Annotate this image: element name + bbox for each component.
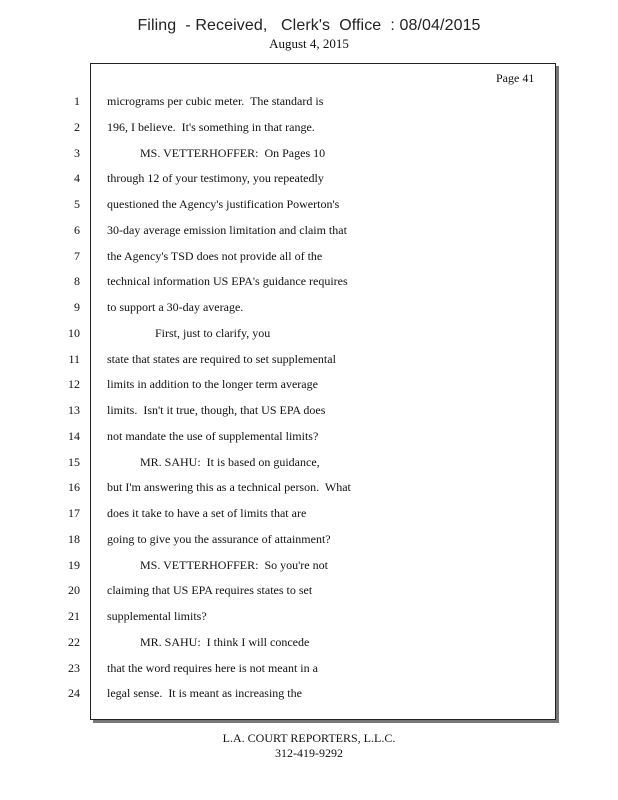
transcript-line-text: claiming that US EPA requires states to set: [107, 583, 313, 597]
line-number: 6: [74, 223, 80, 237]
transcript-line-text: through 12 of your testimony, you repeatedly: [107, 171, 324, 185]
line-number: 3: [74, 146, 80, 160]
transcript-line-text: does it take to have a set of limits that are: [107, 506, 307, 520]
transcript-line-text: limits. Isn't it true, though, that US EPA does: [107, 403, 326, 417]
line-number: 11: [68, 352, 80, 366]
transcript-line-text: technical information US EPA's guidance requires: [107, 274, 348, 288]
transcript-line-text: MR. SAHU: I think I will concede: [107, 635, 310, 649]
line-number: 19: [68, 558, 80, 572]
line-number: 12: [68, 377, 80, 391]
line-number: 14: [68, 429, 80, 443]
transcript-line-text: MS. VETTERHOFFER: So you're not: [107, 558, 328, 572]
line-number: 16: [68, 480, 80, 494]
footer-phone: 312-419-9292: [275, 746, 343, 760]
transcript-line-text: 196, I believe. It's something in that range.: [107, 120, 315, 134]
transcript-line-text: the Agency's TSD does not provide all of the: [107, 249, 323, 263]
transcript-line-text: not mandate the use of supplemental limits?: [107, 429, 319, 443]
transcript-line-text: but I'm answering this as a technical person. What: [107, 480, 351, 494]
transcript-line-text: to support a 30-day average.: [107, 300, 244, 314]
transcript-line-text: MS. VETTERHOFFER: On Pages 10: [107, 146, 326, 160]
line-number: 13: [68, 403, 80, 417]
transcript-line-text: going to give you the assurance of attainment?: [107, 532, 331, 546]
line-number: 5: [74, 197, 80, 211]
transcript-line-text: legal sense. It is meant as increasing the: [107, 686, 302, 700]
line-number: 22: [68, 635, 80, 649]
line-number: 17: [68, 506, 80, 520]
line-number: 21: [68, 609, 80, 623]
line-number: 18: [68, 532, 80, 546]
line-number: 20: [68, 583, 80, 597]
transcript-line-text: questioned the Agency's justification Powerton's: [107, 197, 340, 211]
line-number: 2: [74, 120, 80, 134]
line-number: 8: [74, 274, 80, 288]
transcript-line-text: state that states are required to set supplemental: [107, 352, 336, 366]
transcript-line-text: MR. SAHU: It is based on guidance,: [107, 455, 320, 469]
transcript-line-text: 30-day average emission limitation and claim that: [107, 223, 347, 237]
line-number: 9: [74, 300, 80, 314]
page-number: Page 41: [496, 71, 535, 85]
transcript-line-text: First, just to clarify, you: [107, 326, 271, 340]
transcript-line-text: limits in addition to the longer term average: [107, 377, 318, 391]
transcript-line-text: that the word requires here is not meant in a: [107, 661, 318, 675]
line-number: 10: [68, 326, 80, 340]
filing-stamp: Filing - Received, Clerk's Office : 08/04/2015: [137, 17, 481, 34]
document-date: August 4, 2015: [269, 36, 349, 51]
line-number: 4: [74, 171, 80, 185]
line-number: 24: [68, 686, 80, 700]
line-number: 1: [74, 94, 80, 108]
footer-company: L.A. COURT REPORTERS, L.L.C.: [222, 731, 396, 745]
transcript-line-text: supplemental limits?: [107, 609, 207, 623]
line-number: 7: [74, 249, 80, 263]
line-number: 23: [68, 661, 80, 675]
transcript-line-text: micrograms per cubic meter. The standard is: [107, 94, 324, 108]
line-number: 15: [68, 455, 80, 469]
